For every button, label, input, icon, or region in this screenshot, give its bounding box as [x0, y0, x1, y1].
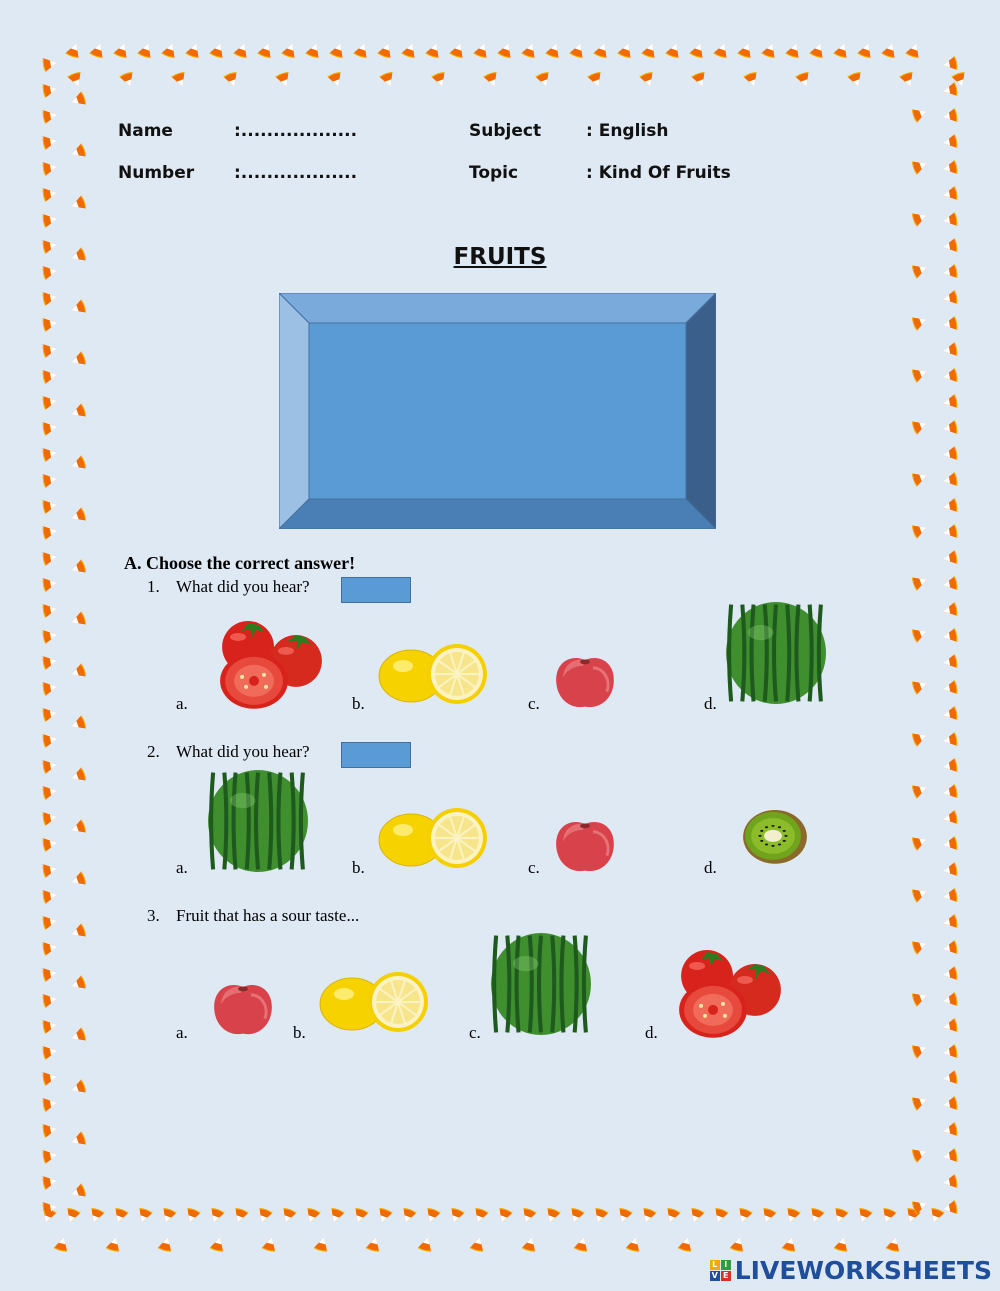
candy-corn-icon: [910, 208, 931, 229]
candy-corn-icon: [68, 974, 89, 995]
q3-option-d-label: d.: [645, 1023, 658, 1042]
candy-corn-icon: [274, 70, 295, 91]
candy-corn-icon: [910, 572, 931, 593]
candy-corn-icon: [941, 1121, 960, 1140]
name-label: Name: [118, 121, 173, 141]
candy-corn-icon: [910, 416, 931, 437]
q1-option-d-label: d.: [704, 694, 717, 713]
candy-corn-icon: [910, 884, 931, 905]
candy-corn-icon: [941, 549, 960, 568]
candy-corn-icon: [68, 1182, 89, 1203]
candy-corn-icon: [941, 55, 960, 74]
candy-corn-icon: [41, 913, 60, 932]
candy-corn-icon: [941, 1069, 960, 1088]
candy-corn-icon: [158, 1206, 179, 1227]
candy-corn-icon: [638, 70, 659, 91]
candy-corn-icon: [110, 1206, 131, 1227]
watermelon-icon[interactable]: [725, 602, 827, 704]
candy-corn-icon: [910, 676, 931, 697]
watermark-text: LIVEWORKSHEETS: [734, 1256, 992, 1285]
q1-option-c-label: c.: [528, 694, 540, 713]
candy-corn-icon: [806, 1206, 827, 1227]
candy-corn-icon: [41, 55, 60, 74]
candy-corn-icon: [728, 1234, 748, 1254]
q2-option-a-label: a.: [176, 858, 188, 877]
candy-corn-icon: [400, 40, 421, 61]
candy-corn-icon: [446, 1206, 467, 1227]
candy-corn-icon: [68, 662, 89, 683]
candy-corn-icon: [68, 402, 89, 423]
logo-letter-e: E: [721, 1271, 731, 1281]
candy-corn-icon: [941, 783, 960, 802]
candy-corn-icon: [941, 861, 960, 880]
q3-option-a-label: a.: [176, 1023, 188, 1042]
candy-corn-icon: [941, 523, 960, 542]
candy-corn-icon: [41, 1017, 60, 1036]
candy-corn-icon: [941, 159, 960, 178]
candy-corn-icon: [112, 40, 133, 61]
candy-corn-icon: [941, 991, 960, 1010]
candy-corn-icon: [910, 520, 931, 541]
subject-value: : English: [586, 121, 669, 141]
candy-corn-icon: [520, 1234, 540, 1254]
candy-corn-icon: [304, 40, 325, 61]
candy-corn-icon: [910, 728, 931, 749]
candy-corn-icon: [41, 445, 60, 464]
candy-corn-icon: [494, 1206, 515, 1227]
candy-corn-icon: [688, 40, 709, 61]
candy-corn-icon: [68, 350, 89, 371]
candy-corn-icon: [260, 1234, 280, 1254]
question-2-answer-box[interactable]: [341, 742, 411, 768]
candy-corn-icon: [736, 40, 757, 61]
candy-corn-icon: [68, 714, 89, 735]
candy-corn-icon: [534, 70, 555, 91]
candy-corn-icon: [68, 922, 89, 943]
section-a-title: A. Choose the correct answer!: [124, 553, 356, 573]
candy-corn-icon: [941, 887, 960, 906]
media-placeholder-panel[interactable]: [279, 293, 716, 529]
kiwi-icon[interactable]: [741, 808, 809, 866]
candy-corn-icon: [568, 40, 589, 61]
candy-corn-icon: [941, 939, 960, 958]
candy-corn-icon: [41, 757, 60, 776]
candy-corn-icon: [422, 1206, 443, 1227]
logo-letter-v: V: [711, 1271, 718, 1280]
candy-corn-icon: [278, 1206, 299, 1227]
candy-corn-icon: [941, 289, 960, 308]
subject-label: Subject: [469, 121, 542, 141]
candy-corn-icon: [880, 40, 901, 61]
candy-corn-icon: [832, 40, 853, 61]
candy-corn-icon: [758, 1206, 779, 1227]
candy-corn-icon: [832, 1234, 852, 1254]
candy-corn-icon: [898, 70, 919, 91]
candy-corn-icon: [941, 1017, 960, 1036]
candy-corn-icon: [41, 133, 60, 152]
candy-corn-icon: [68, 818, 89, 839]
candy-corn-icon: [910, 1092, 931, 1113]
candy-corn-icon: [222, 70, 243, 91]
candy-corn-icon: [41, 185, 60, 204]
candy-corn-icon: [41, 861, 60, 880]
candy-corn-icon: [41, 367, 60, 386]
candy-corn-icon: [941, 705, 960, 724]
candy-corn-icon: [41, 1069, 60, 1088]
candy-corn-icon: [41, 991, 60, 1010]
candy-corn-icon: [910, 468, 931, 489]
candy-corn-icon: [941, 1043, 960, 1062]
candy-corn-icon: [41, 211, 60, 230]
candy-corn-icon: [470, 1206, 491, 1227]
name-field[interactable]: :..................: [234, 121, 358, 141]
candy-corn-icon: [41, 835, 60, 854]
candy-corn-icon: [664, 40, 685, 61]
candy-corn-icon: [780, 1234, 800, 1254]
watermelon-icon[interactable]: [490, 933, 592, 1035]
candy-corn-icon: [104, 1234, 124, 1254]
candy-corn-icon: [496, 40, 517, 61]
candy-corn-icon: [941, 913, 960, 932]
candy-corn-icon: [68, 1130, 89, 1151]
candy-corn-icon: [430, 70, 451, 91]
watermelon-icon[interactable]: [207, 770, 309, 872]
candy-corn-icon: [941, 575, 960, 594]
candy-corn-icon: [41, 107, 60, 126]
candy-corn-icon: [472, 40, 493, 61]
candy-corn-icon: [68, 1078, 89, 1099]
candy-corn-icon: [41, 809, 60, 828]
candy-corn-icon: [690, 70, 711, 91]
apple-icon[interactable]: [553, 816, 617, 874]
candy-corn-icon: [68, 558, 89, 579]
candy-corn-icon: [614, 1206, 635, 1227]
candy-corn-icon: [846, 70, 867, 91]
candy-corn-icon: [302, 1206, 323, 1227]
question-3-number: 3.: [147, 906, 160, 925]
candy-corn-icon: [416, 1234, 436, 1254]
candy-corn-icon: [68, 1026, 89, 1047]
number-field[interactable]: :..................: [234, 163, 358, 183]
candy-corn-icon: [941, 497, 960, 516]
candy-corn-icon: [68, 766, 89, 787]
candy-corn-icon: [374, 1206, 395, 1227]
candy-corn-icon: [41, 159, 60, 178]
candy-corn-icon: [68, 610, 89, 631]
candy-corn-icon: [941, 419, 960, 438]
candy-corn-icon: [941, 211, 960, 230]
candy-corn-icon: [910, 832, 931, 853]
candy-corn-icon: [68, 870, 89, 891]
candy-corn-icon: [662, 1206, 683, 1227]
candy-corn-icon: [352, 40, 373, 61]
candy-corn-icon: [884, 1234, 904, 1254]
candy-corn-icon: [62, 1206, 83, 1227]
candy-corn-icon: [941, 471, 960, 490]
liveworksheets-watermark: [710, 1256, 992, 1285]
candy-corn-icon: [68, 142, 89, 163]
candy-corn-icon: [676, 1234, 696, 1254]
candy-corn-icon: [830, 1206, 851, 1227]
candy-corn-icon: [468, 1234, 488, 1254]
candy-corn-icon: [41, 627, 60, 646]
candy-corn-icon: [854, 1206, 875, 1227]
candy-corn-icon: [182, 1206, 203, 1227]
lemon-icon[interactable]: [318, 970, 430, 1035]
candy-corn-icon: [328, 40, 349, 61]
question-3-text: Fruit that has a sour taste...: [176, 906, 360, 925]
candy-corn-icon: [254, 1206, 275, 1227]
candy-corn-icon: [941, 393, 960, 412]
logo-letter-l: L: [710, 1260, 720, 1270]
candy-corn-icon: [41, 1147, 60, 1166]
candy-corn-icon: [41, 731, 60, 750]
candy-corn-icon: [941, 809, 960, 828]
candy-corn-icon: [710, 1206, 731, 1227]
candy-corn-icon: [134, 1206, 155, 1227]
tomato-icon[interactable]: [675, 948, 783, 1040]
apple-icon[interactable]: [211, 979, 275, 1037]
candy-corn-icon: [41, 471, 60, 490]
candy-corn-icon: [572, 1234, 592, 1254]
candy-corn-icon: [782, 1206, 803, 1227]
candy-corn-icon: [712, 40, 733, 61]
candy-corn-icon: [794, 70, 815, 91]
candy-corn-icon: [518, 1206, 539, 1227]
candy-corn-icon: [41, 81, 60, 100]
question-1-answer-box[interactable]: [341, 577, 411, 603]
candy-corn-icon: [256, 40, 277, 61]
candy-corn-icon: [941, 107, 960, 126]
q3-option-b-label: b.: [293, 1023, 306, 1042]
candy-corn-icon: [941, 601, 960, 620]
candy-corn-icon: [41, 497, 60, 516]
candy-corn-icon: [41, 939, 60, 958]
question-2-number: 2.: [147, 742, 160, 761]
apple-icon[interactable]: [553, 652, 617, 710]
candy-corn-icon: [910, 312, 931, 333]
candy-corn-icon: [424, 40, 445, 61]
candy-corn-icon: [941, 133, 960, 152]
candy-corn-icon: [544, 40, 565, 61]
candy-corn-icon: [742, 70, 763, 91]
candy-corn-icon: [808, 40, 829, 61]
topic-value: : Kind Of Fruits: [586, 163, 731, 183]
candy-corn-icon: [910, 364, 931, 385]
candy-corn-icon: [280, 40, 301, 61]
candy-corn-icon: [184, 40, 205, 61]
candy-corn-icon: [41, 887, 60, 906]
candy-corn-icon: [941, 965, 960, 984]
candy-corn-icon: [118, 70, 139, 91]
q1-option-b-label: b.: [352, 694, 365, 713]
candy-corn-icon: [592, 40, 613, 61]
candy-corn-icon: [68, 298, 89, 319]
lemon-icon[interactable]: [377, 806, 489, 871]
candy-corn-icon: [448, 40, 469, 61]
liveworksheets-logo-icon: [710, 1260, 731, 1281]
candy-corn-icon: [326, 1206, 347, 1227]
candy-corn-icon: [904, 40, 925, 61]
candy-corn-icon: [856, 40, 877, 61]
q2-option-c-label: c.: [528, 858, 540, 877]
candy-corn-icon: [520, 40, 541, 61]
candy-corn-icon: [364, 1234, 384, 1254]
candy-corn-icon: [86, 1206, 107, 1227]
candy-corn-icon: [41, 1199, 60, 1218]
candy-corn-icon: [64, 40, 85, 61]
candy-corn-icon: [941, 653, 960, 672]
candy-corn-icon: [41, 783, 60, 802]
candy-corn-icon: [941, 627, 960, 646]
lemon-icon[interactable]: [377, 642, 489, 707]
q2-option-d-label: d.: [704, 858, 717, 877]
candy-corn-icon: [41, 523, 60, 542]
candy-corn-icon: [378, 70, 399, 91]
candy-corn-icon: [398, 1206, 419, 1227]
candy-corn-icon: [878, 1206, 899, 1227]
candy-corn-icon: [156, 1234, 176, 1254]
candy-corn-icon: [624, 1234, 644, 1254]
candy-corn-icon: [910, 936, 931, 957]
candy-corn-icon: [208, 1234, 228, 1254]
candy-corn-icon: [206, 1206, 227, 1227]
candy-corn-icon: [616, 40, 637, 61]
candy-corn-icon: [941, 341, 960, 360]
candy-corn-icon: [41, 965, 60, 984]
page-title: FRUITS: [453, 244, 547, 270]
candy-corn-icon: [312, 1234, 332, 1254]
logo-letter-i: I: [721, 1260, 731, 1270]
candy-corn-icon: [41, 1173, 60, 1192]
candy-corn-icon: [41, 315, 60, 334]
candy-corn-icon: [68, 454, 89, 475]
candy-corn-icon: [88, 40, 109, 61]
candy-corn-icon: [941, 679, 960, 698]
candy-corn-icon: [638, 1206, 659, 1227]
candy-corn-icon: [910, 104, 931, 125]
candy-corn-icon: [41, 341, 60, 360]
candy-corn-icon: [941, 835, 960, 854]
candy-corn-icon: [326, 70, 347, 91]
candy-corn-icon: [941, 185, 960, 204]
candy-corn-icon: [910, 156, 931, 177]
candy-corn-icon: [41, 653, 60, 672]
candy-corn-icon: [68, 90, 89, 111]
candy-corn-icon: [941, 1147, 960, 1166]
candy-corn-icon: [66, 70, 87, 91]
candy-corn-icon: [586, 70, 607, 91]
candy-corn-icon: [41, 575, 60, 594]
candy-corn-icon: [566, 1206, 587, 1227]
candy-corn-icon: [482, 70, 503, 91]
candy-corn-icon: [910, 780, 931, 801]
candy-corn-icon: [941, 315, 960, 334]
question-1-text: What did you hear?: [176, 577, 310, 596]
candy-corn-icon: [941, 1173, 960, 1192]
candy-corn-icon: [784, 40, 805, 61]
candy-corn-icon: [640, 40, 661, 61]
candy-corn-icon: [910, 624, 931, 645]
q2-option-b-label: b.: [352, 858, 365, 877]
candy-corn-icon: [910, 1144, 931, 1165]
question-1-number: 1.: [147, 577, 160, 596]
candy-corn-icon: [170, 70, 191, 91]
q3-option-c-label: c.: [469, 1023, 481, 1042]
candy-corn-icon: [41, 1121, 60, 1140]
candy-corn-icon: [232, 40, 253, 61]
candy-corn-icon: [68, 506, 89, 527]
q1-option-a-label: a.: [176, 694, 188, 713]
candy-corn-icon: [136, 40, 157, 61]
candy-corn-icon: [686, 1206, 707, 1227]
candy-corn-icon: [41, 1095, 60, 1114]
candy-corn-icon: [760, 40, 781, 61]
candy-corn-icon: [941, 81, 960, 100]
candy-corn-icon: [941, 1199, 960, 1218]
candy-corn-icon: [941, 1095, 960, 1114]
candy-corn-icon: [350, 1206, 371, 1227]
candy-corn-icon: [941, 731, 960, 750]
number-label: Number: [118, 163, 195, 183]
candy-corn-icon: [41, 601, 60, 620]
candy-corn-icon: [68, 194, 89, 215]
candy-corn-icon: [734, 1206, 755, 1227]
candy-corn-icon: [376, 40, 397, 61]
candy-corn-icon: [941, 367, 960, 386]
question-2-text: What did you hear?: [176, 742, 310, 761]
candy-corn-icon: [41, 549, 60, 568]
candy-corn-icon: [208, 40, 229, 61]
candy-corn-icon: [41, 289, 60, 308]
candy-corn-icon: [910, 1040, 931, 1061]
candy-corn-icon: [941, 445, 960, 464]
candy-corn-icon: [590, 1206, 611, 1227]
candy-corn-icon: [41, 1043, 60, 1062]
candy-corn-icon: [41, 393, 60, 412]
candy-corn-icon: [542, 1206, 563, 1227]
candy-corn-icon: [41, 419, 60, 438]
tomato-icon[interactable]: [216, 619, 324, 711]
topic-label: Topic: [469, 163, 519, 183]
candy-corn-icon: [160, 40, 181, 61]
candy-corn-icon: [41, 679, 60, 698]
candy-corn-icon: [52, 1234, 72, 1254]
candy-corn-icon: [941, 757, 960, 776]
candy-corn-icon: [910, 988, 931, 1009]
candy-corn-icon: [230, 1206, 251, 1227]
candy-corn-icon: [41, 705, 60, 724]
